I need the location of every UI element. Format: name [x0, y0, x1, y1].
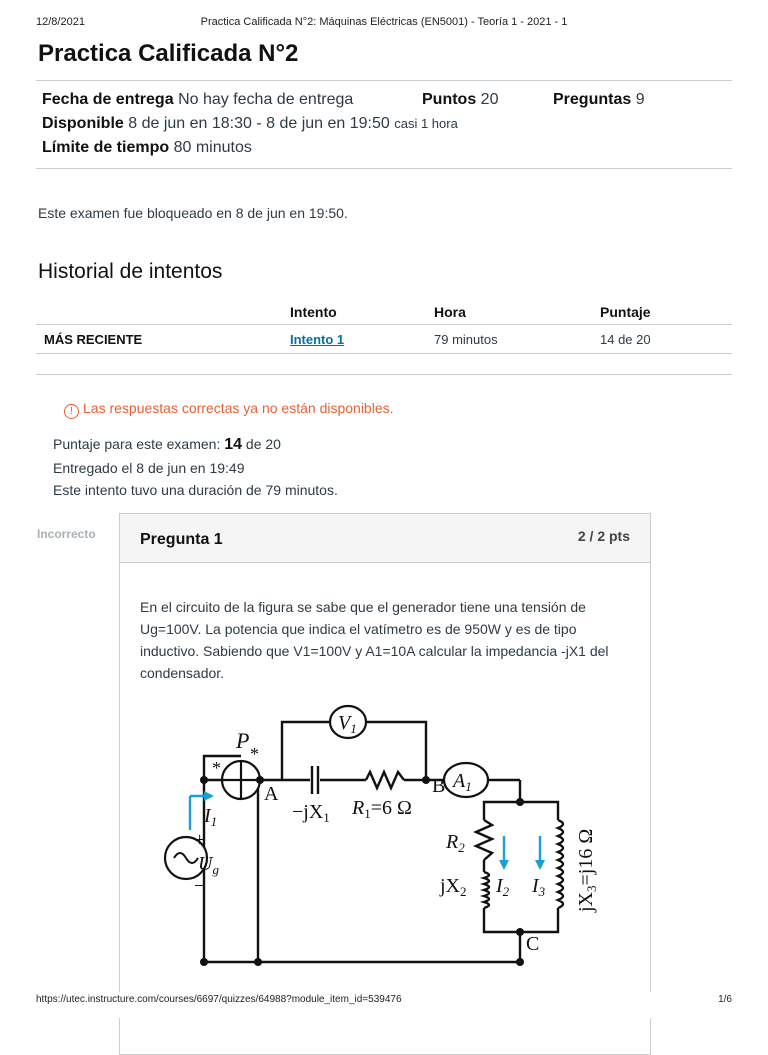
node-c-label: C — [526, 933, 540, 955]
voltmeter-right-wire — [366, 722, 426, 780]
question-status-label: Incorrecto — [37, 527, 96, 541]
due-label: Fecha de entrega — [42, 91, 174, 108]
question-points: 2 / 2 pts — [577, 528, 630, 544]
attempt-row-label: MÁS RECIENTE — [36, 325, 282, 354]
column-header-score: Puntaje — [592, 300, 732, 325]
page-title: Practica Calificada N°2 — [38, 40, 299, 67]
r2-resistor — [476, 820, 492, 860]
node-dot — [254, 958, 262, 966]
time-limit-value: 80 minutos — [173, 139, 252, 156]
voltmeter-left-wire — [282, 722, 330, 780]
print-date: 12/8/2021 — [36, 16, 85, 28]
print-document-title: Practica Calificada N°2: Máquinas Eléctricas (EN5001) - Teoría 1 - 2021 - 1 — [200, 16, 568, 28]
question-text: En el circuito de la figura se sabe que el generador tiene una tensión de Ug=100V. La potencia que indica el vatímetro es de 950W y es de tipo inductivo. Sabiendo que V1=100V y A1=10A calcular la impedancia -jX1 del condensador. — [140, 599, 609, 681]
circuit-diagram — [148, 700, 608, 980]
available-label: Disponible — [42, 115, 124, 132]
time-limit-label: Límite de tiempo — [42, 139, 170, 156]
i2-label: $I_2$ — [496, 875, 510, 899]
attempts-header-row — [36, 300, 732, 325]
attempt-link[interactable]: Intento 1 — [290, 331, 345, 347]
i3-label: $I_3$ — [532, 875, 546, 899]
points-label: Puntos — [422, 91, 477, 108]
question-title: Pregunta 1 — [140, 531, 223, 548]
source-label: $U_g$ — [198, 853, 219, 877]
divider — [36, 80, 732, 81]
r1-resistor — [366, 772, 404, 788]
node-dot — [256, 776, 264, 784]
divider — [36, 374, 732, 375]
time-limit-detail — [42, 139, 252, 157]
column-header-time: Hora — [426, 300, 592, 325]
history-title: Historial de intentos — [38, 260, 223, 283]
source-plus: + — [194, 829, 206, 851]
jx2-label: $jX_2$ — [440, 875, 467, 899]
capacitor-label: $-jX_1$ — [292, 801, 330, 825]
available-value: 8 de jun en 18:30 - 8 de jun en 19:50 — [128, 115, 390, 132]
page-url: https://utec.instructure.com/courses/6697/quizzes/64988?module_item_id=539476 — [36, 994, 402, 1005]
table-row — [36, 325, 732, 354]
submitted-at: Entregado el 8 de jun en 19:49 — [53, 460, 245, 476]
attempt-time: 79 minutos — [426, 325, 592, 354]
lock-message: Este examen fue bloqueado en 8 de jun en 19:50. — [38, 205, 348, 221]
wattmeter-star-left: * — [212, 758, 221, 778]
wattmeter-star: * — [250, 744, 259, 764]
score-label: Puntaje para este examen: — [53, 436, 221, 452]
questions-detail — [553, 91, 645, 109]
i1-arrow-icon — [204, 791, 214, 801]
node-a-label: A — [264, 783, 279, 805]
divider — [36, 168, 732, 169]
circuit-labels — [194, 712, 599, 955]
score-total: de 20 — [245, 436, 281, 452]
availability-detail — [42, 115, 458, 133]
attempts-table — [36, 300, 732, 354]
score-summary — [53, 436, 281, 454]
i3-arrow-icon — [535, 860, 545, 870]
print-header — [36, 16, 732, 30]
questions-label: Preguntas — [553, 91, 632, 108]
due-value: No hay fecha de entrega — [178, 91, 354, 108]
attempt-cell — [282, 325, 426, 354]
i2-arrow-icon — [499, 860, 509, 870]
node-dot — [516, 928, 524, 936]
warning-text: Las respuestas correctas ya no están disponibles. — [83, 400, 394, 416]
voltmeter-label: $V_1$ — [338, 712, 357, 736]
column-header — [36, 300, 282, 325]
wattmeter — [222, 761, 260, 799]
i1-label: $I_1$ — [204, 805, 218, 829]
questions-value: 9 — [635, 91, 645, 108]
wattmeter-label: P — [236, 728, 250, 753]
attempt-duration: Este intento tuvo una duración de 79 minutos. — [53, 482, 338, 498]
column-header-attempt: Intento — [282, 300, 426, 325]
points-value: 20 — [480, 91, 499, 108]
available-note: casi 1 hora — [394, 116, 458, 131]
node-dot — [516, 798, 524, 806]
points-detail — [422, 91, 498, 109]
node-dot — [422, 776, 430, 784]
jx2-inductor — [484, 872, 489, 908]
r2-label: $R_2$ — [446, 831, 465, 855]
node-b-label: B — [432, 775, 446, 797]
attempt-score: 14 de 20 — [592, 325, 732, 354]
jx3-inductor — [558, 820, 563, 908]
node-dot — [516, 958, 524, 966]
jx3-label: $jX_3=j16$ Ω — [575, 828, 599, 912]
node-dot — [200, 776, 208, 784]
print-footer — [36, 992, 732, 1018]
r1-label: $R_1=6$ Ω — [352, 797, 412, 821]
ammeter-label: $A_1$ — [453, 770, 472, 794]
quiz-details-row-1 — [42, 91, 353, 109]
score-value: 14 — [224, 436, 243, 453]
source-minus: − — [194, 875, 206, 897]
question-header — [120, 514, 650, 563]
page-number: 1/6 — [718, 994, 732, 1005]
warning-icon: ! — [64, 404, 79, 419]
answers-unavailable-warning — [64, 400, 394, 419]
node-dot — [200, 958, 208, 966]
